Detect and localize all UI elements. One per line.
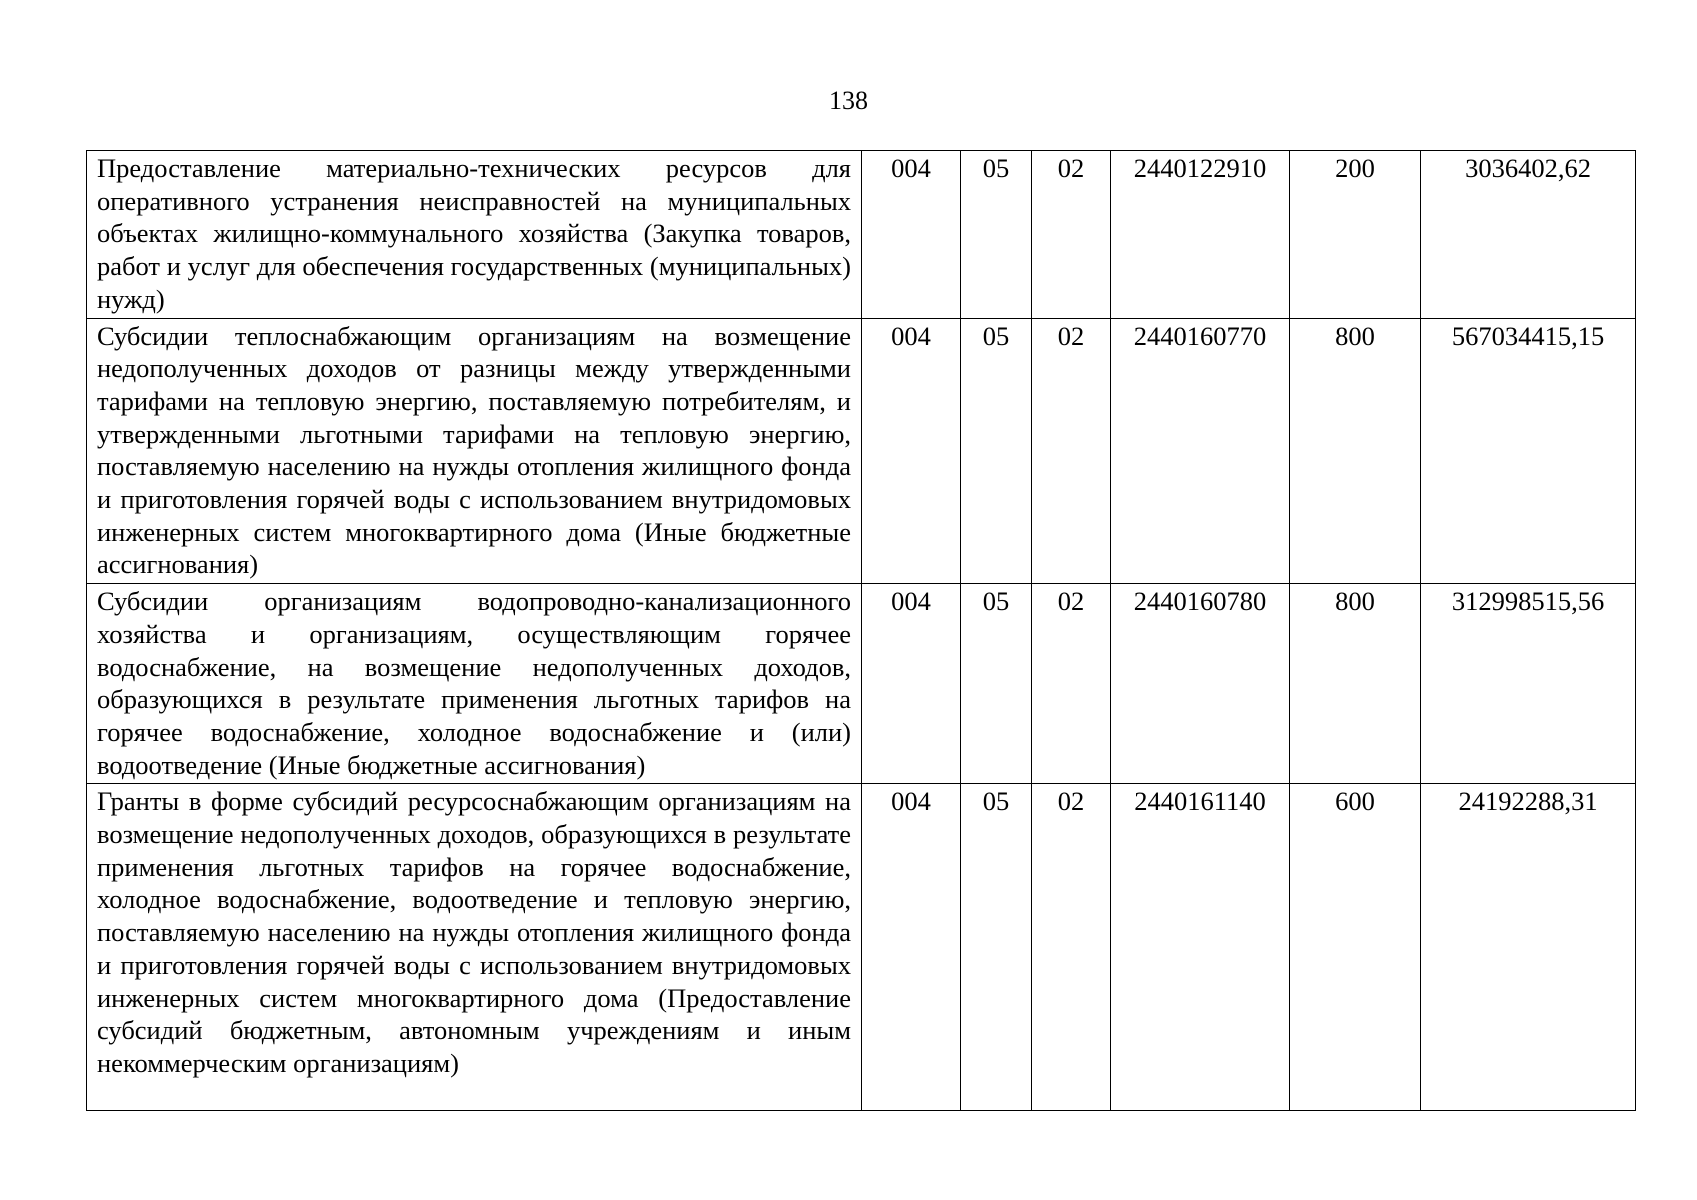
target-article-code: 2440161140 [1111,784,1290,1111]
row-description: Предоставление материально-технических ресурсов для оперативного устранения неисправностей на муниципальных объектах жилищно-коммунального хозяйства (Закупка товаров, работ и услуг для обеспечения государственных (муниципальных) нужд) [87,151,862,319]
department-code: 004 [862,784,961,1111]
expense-type-code: 800 [1290,584,1421,784]
amount: 312998515,56 [1421,584,1636,784]
amount: 3036402,62 [1421,151,1636,319]
section-code: 05 [961,151,1032,319]
section-code: 05 [961,318,1032,584]
department-code: 004 [862,584,961,784]
subsection-code: 02 [1032,584,1111,784]
expense-type-code: 200 [1290,151,1421,319]
subsection-code: 02 [1032,318,1111,584]
target-article-code: 2440160780 [1111,584,1290,784]
table-row [87,784,1636,1111]
department-code: 004 [862,318,961,584]
amount: 567034415,15 [1421,318,1636,584]
row-description: Субсидии теплоснабжающим организациям на возмещение недополученных доходов от разницы между утвержденными тарифами на тепловую энергию, поставляемую потребителям, и утвержденными льготными тарифами на тепловую энергию, поставляемую населению на нужды отопления жилищного фонда и приготовления горячей воды с использованием внутридомовых инженерных систем многоквартирного дома (Иные бюджетные ассигнования) [87,318,862,584]
page-number: 138 [829,86,868,115]
section-code: 05 [961,584,1032,784]
table-row [87,584,1636,784]
row-description: Гранты в форме субсидий ресурсоснабжающим организациям на возмещение недополученных доходов, образующихся в результате применения льготных тарифов на горячее водоснабжение, холодное водоснабжение, водоотведение и тепловую энергию, поставляемую населению на нужды отопления жилищного фонда и приготовления горячей воды с использованием внутридомовых инженерных систем многоквартирного дома (Предоставление субсидий бюджетным, автономным учреждениям и иным некоммерческим организациям) [87,784,862,1111]
target-article-code: 2440122910 [1111,151,1290,319]
row-description: Субсидии организациям водопроводно-канализационного хозяйства и организациям, осуществляющим горячее водоснабжение, на возмещение недополученных доходов, образующихся в результате применения льготных тарифов на горячее водоснабжение, холодное водоснабжение и (или) водоотведение (Иные бюджетные ассигнования) [87,584,862,784]
subsection-code: 02 [1032,784,1111,1111]
expense-type-code: 800 [1290,318,1421,584]
target-article-code: 2440160770 [1111,318,1290,584]
section-code: 05 [961,784,1032,1111]
expense-type-code: 600 [1290,784,1421,1111]
amount: 24192288,31 [1421,784,1636,1111]
table-row [87,151,1636,319]
budget-table [86,150,1636,1111]
department-code: 004 [862,151,961,319]
subsection-code: 02 [1032,151,1111,319]
table-row [87,318,1636,584]
